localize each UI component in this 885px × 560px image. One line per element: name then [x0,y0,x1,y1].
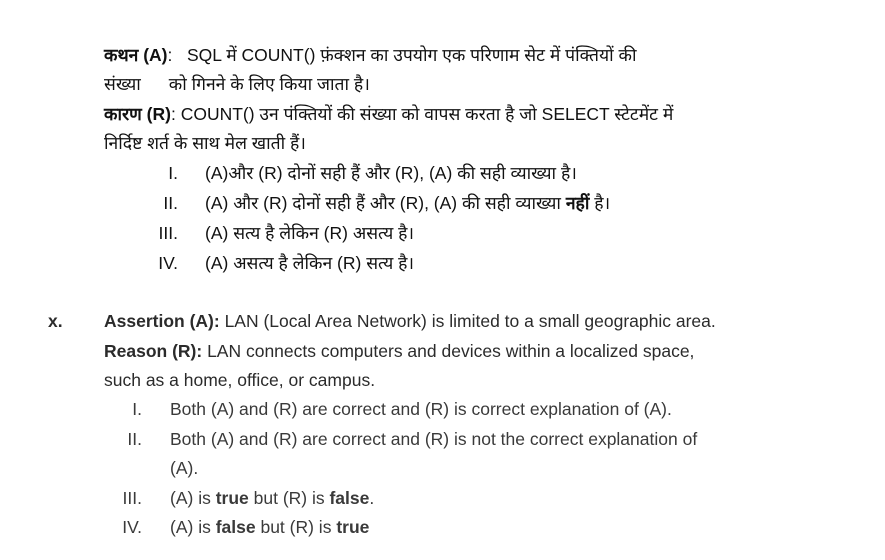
english-option-3-text [170,487,374,509]
english-reason-label: Reason (R): [104,341,203,361]
hindi-reason-label: कारण (R) [104,104,171,124]
hindi-option-4-text: (A) असत्य है लेकिन (R) सत्य है। [205,253,415,273]
hindi-assertion-text-cont: संख्या [104,74,141,94]
hindi-reason-line2 [104,132,306,154]
hindi-option-1-text: (A)और (R) दोनों सही हैं और (R), (A) की सही व्याख्या है। [205,163,577,183]
hindi-option-3-text: (A) सत्य है लेकिन (R) असत्य है। [205,223,415,243]
option-emphasis-false: false [329,488,370,508]
english-reason-text: LAN connects computers and devices within a localized space, [202,341,695,361]
option-text: but (R) is [248,488,330,508]
hindi-option-4-number: IV. [158,253,178,273]
english-reason-line1 [104,340,694,362]
option-text: (A) is [170,517,216,537]
hindi-reason-text: COUNT() उन पंक्तियों की संख्या को वापस करता है जो SELECT स्टेटमेंट में [180,104,674,124]
option-text: but (R) is [255,517,337,537]
option-emphasis-false: false [215,517,256,537]
hindi-assertion-text-cont2: को गिनने के लिए किया जाता है। [168,74,370,94]
english-assertion-label: Assertion (A): [104,311,220,331]
english-option-2-number: II. [127,429,142,449]
hindi-option-2-text [205,192,610,214]
hindi-reason-text-cont: निर्दिष्ट शर्त के साथ मेल खाती हैं। [104,133,306,153]
english-reason-line2: such as a home, office, or campus. [104,370,376,390]
option-emphasis: नहीं [565,193,590,213]
hindi-option-3-number: III. [158,223,178,243]
english-option-1-number: I. [132,399,142,419]
colon: : [167,45,173,65]
question-number: x. [48,311,63,331]
english-option-4-text [170,516,369,538]
option-emphasis-true: true [336,517,370,537]
hindi-assertion-line2 [104,73,370,95]
option-text-end: है। [589,193,611,213]
hindi-option-1-number: I. [168,163,178,183]
hindi-reason-line1 [104,103,673,125]
english-option-3-number: III. [122,488,142,508]
hindi-assertion-label: कथन (A) [104,45,168,65]
option-text: (A) और (R) दोनों सही हैं और (R), (A) की सही व्याख्या [205,193,566,213]
english-assertion-text: LAN (Local Area Network) is limited to a small geographic area. [219,311,716,331]
english-assertion [104,310,716,332]
english-option-2-text-line2: (A). [170,458,199,478]
english-option-1-text: Both (A) and (R) are correct and (R) is correct explanation of (A). [170,399,672,419]
hindi-assertion-line1 [104,44,637,66]
colon: : [170,104,176,124]
option-text: (A) is [170,488,216,508]
english-option-4-number: IV. [122,517,142,537]
option-text-end: . [369,488,375,508]
hindi-assertion-text: SQL में COUNT() फ़ंक्शन का उपयोग एक परिणाम सेट में पंक्तियों की [186,45,637,65]
option-emphasis-true: true [215,488,249,508]
hindi-option-2-number: II. [163,193,178,213]
english-option-2-text-line1: Both (A) and (R) are correct and (R) is not the correct explanation of [170,429,698,449]
